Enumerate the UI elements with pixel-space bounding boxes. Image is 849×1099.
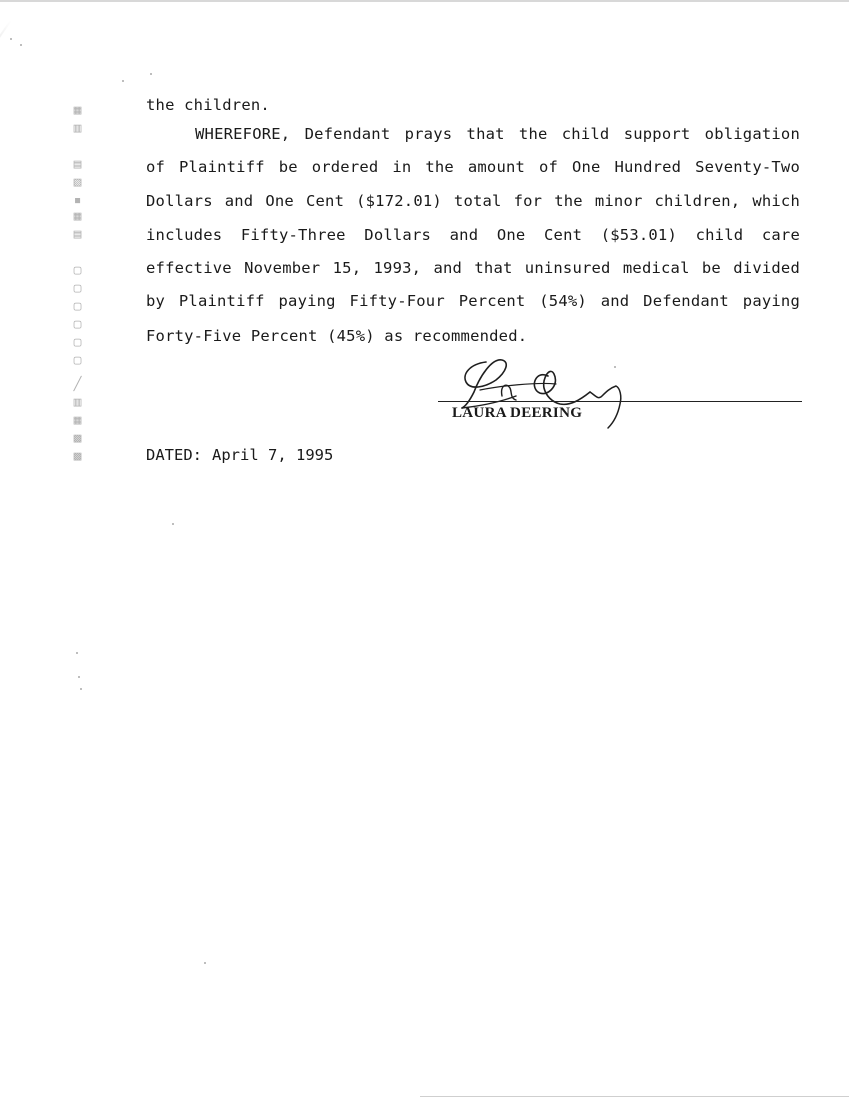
paragraph-line-6: effective November 15, 1993, and that uninsured medical be divided: [146, 259, 800, 277]
dated-line: [146, 446, 333, 464]
paragraph-line-4: Dollars and One Cent ($172.01) total for the minor children, which: [146, 192, 800, 210]
scan-speck: [204, 962, 206, 964]
signature-line: [438, 401, 802, 402]
margin-filing-stamp: ▦ ▥ ▤ ▧ ▪ ▦ ▤ ▢ ▢ ▢ ▢ ▢ ▢ ╱ ▥ ▦ ▩ ▩: [73, 103, 81, 464]
paragraph-line-3: of Plaintiff be ordered in the amount of One Hundred Seventy-Two: [146, 158, 800, 176]
scan-top-edge: [0, 0, 849, 2]
paragraph-line-2: WHEREFORE, Defendant prays that the child support obligation: [195, 125, 800, 143]
scan-speck: [10, 38, 12, 40]
signer-name: LAURA DEERING: [452, 405, 583, 421]
scan-speck: [20, 44, 22, 46]
scan-bottom-edge: [420, 1096, 849, 1097]
scan-speck: [150, 73, 152, 75]
paragraph-line-5: includes Fifty-Three Dollars and One Cent ($53.01) child care: [146, 226, 800, 244]
scan-speck: [122, 80, 124, 82]
paragraph-line-8: Forty-Five Percent (45%) as recommended.: [146, 327, 528, 345]
dated-value: April 7, 1995: [212, 446, 334, 464]
dated-label: DATED:: [146, 446, 202, 464]
scan-streak: [0, 20, 12, 177]
scan-speck: [78, 676, 80, 678]
scan-speck: [76, 652, 78, 654]
paragraph-line-1: the children.: [146, 96, 270, 114]
scan-speck: [172, 523, 174, 525]
scan-speck: [80, 688, 82, 690]
paragraph-line-7: by Plaintiff paying Fifty-Four Percent (54%) and Defendant paying: [146, 292, 800, 310]
